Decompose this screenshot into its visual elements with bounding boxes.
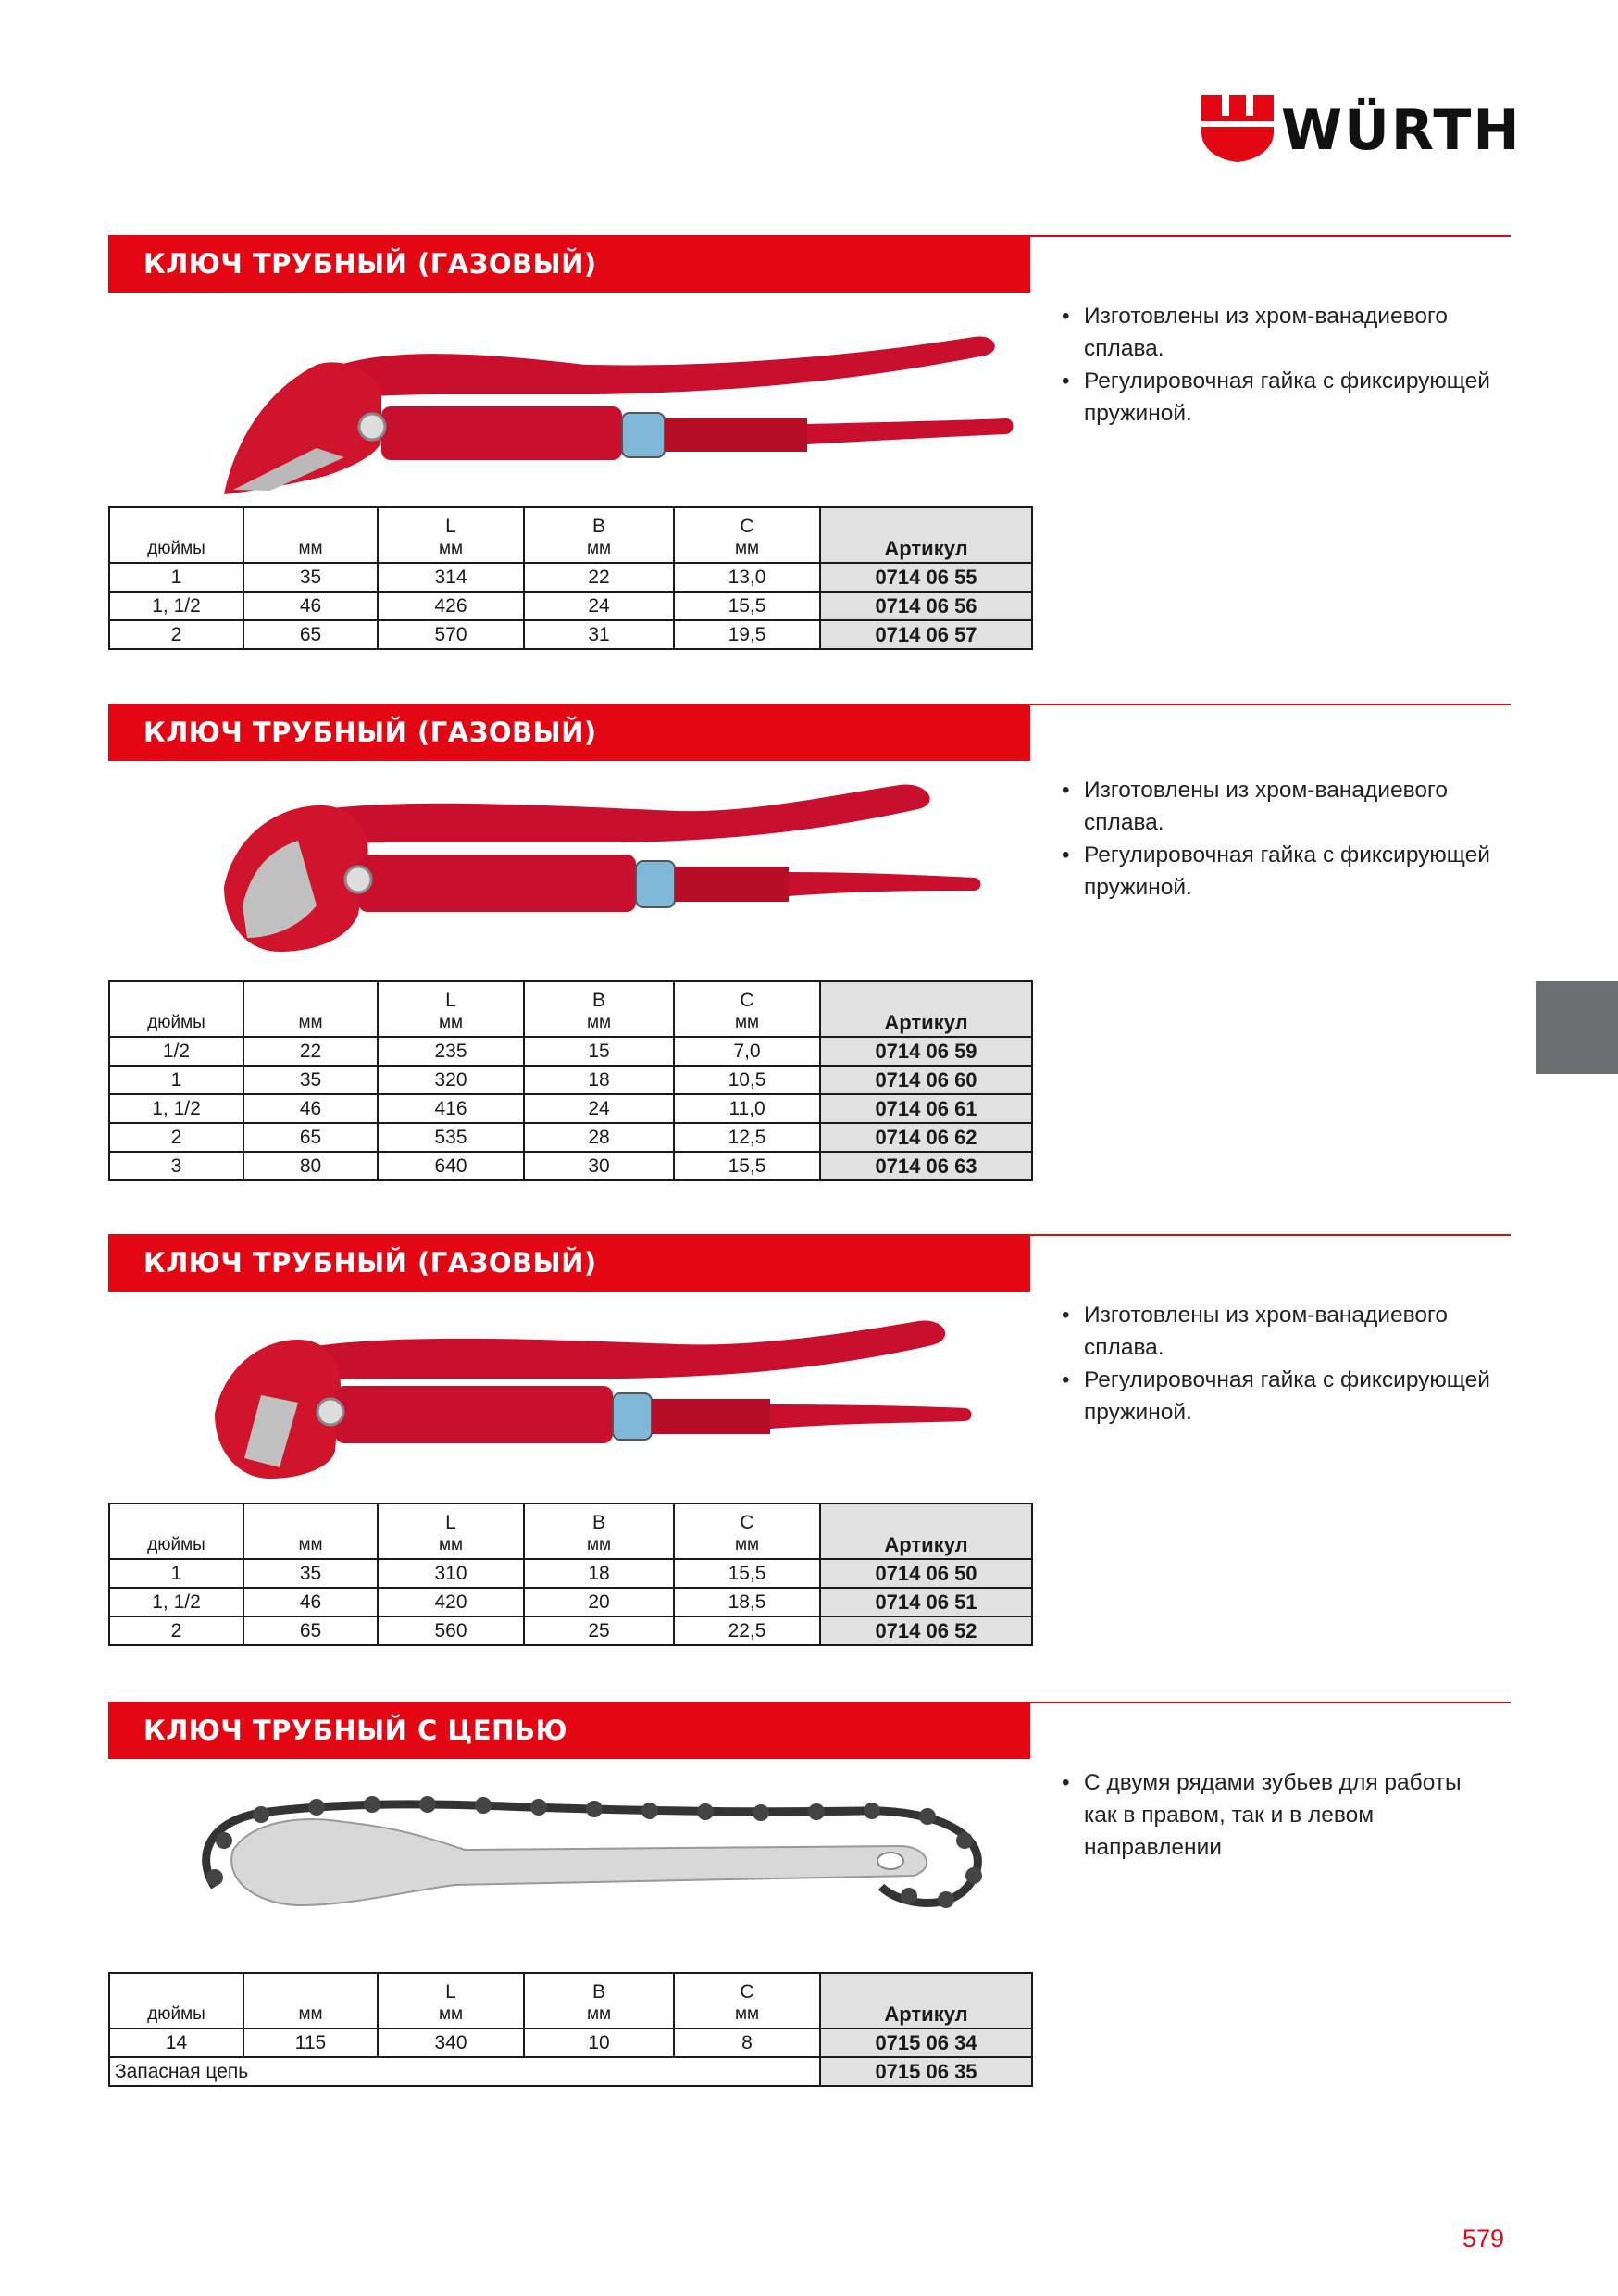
table-header-row: дюймы мм L мм B мм C мм Артикул — [109, 507, 1032, 563]
article-number: 0714 06 50 — [820, 1559, 1032, 1588]
article-number: 0714 06 51 — [820, 1588, 1032, 1616]
product-section-3 — [108, 1234, 1511, 1651]
table-row: 3 80 640 30 15,5 0714 06 63 — [109, 1152, 1032, 1180]
product-section-1 — [108, 235, 1511, 652]
spec-table — [108, 506, 1033, 650]
section-header — [108, 704, 1511, 763]
table-header-row: дюймы мм L мм B мм C мм Артикул — [109, 981, 1032, 1037]
wurth-logo-icon — [1201, 95, 1274, 162]
article-number: 0714 06 62 — [820, 1123, 1032, 1152]
section-title: КЛЮЧ ТРУБНЫЙ (ГАЗОВЫЙ) — [143, 1247, 597, 1279]
article-number: 0714 06 63 — [820, 1152, 1032, 1180]
table-header-row: дюймы мм L мм B мм C мм Артикул — [109, 1973, 1032, 2028]
feature-list — [1062, 1299, 1497, 1429]
brand-name: WÜRTH — [1281, 98, 1522, 163]
spec-table — [108, 980, 1033, 1181]
table-header-row: дюймы мм L мм B мм C мм Артикул — [109, 1504, 1032, 1559]
table-row: 14 115 340 10 8 0715 06 34 — [109, 2028, 1032, 2057]
table-row: 1, 1/2 46 416 24 11,0 0714 06 61 — [109, 1094, 1032, 1123]
feature-item: • Изготовлены из хром-ванадиевого сплава. — [1062, 1299, 1497, 1364]
wurth-logo — [1201, 95, 1522, 169]
table-row — [109, 2057, 1032, 2086]
section-header — [108, 1702, 1511, 1761]
article-number: 0714 06 61 — [820, 1094, 1032, 1123]
feature-item: • Изготовлены из хром-ванадиевого сплава. — [1062, 774, 1497, 839]
feature-list — [1062, 1766, 1497, 1864]
section-header — [108, 1234, 1511, 1293]
col-C-label: C — [740, 516, 754, 537]
product-section-2 — [108, 704, 1511, 1185]
feature-list — [1062, 774, 1497, 904]
section-title: КЛЮЧ ТРУБНЫЙ (ГАЗОВЫЙ) — [143, 248, 597, 280]
table-row: 1 35 310 18 15,5 0714 06 50 — [109, 1559, 1032, 1588]
article-number: 0714 06 55 — [820, 563, 1032, 592]
table-row: 1 35 314 22 13,0 0714 06 55 — [109, 563, 1032, 592]
page-number: 579 — [1462, 2225, 1505, 2252]
feature-item: • С двумя рядами зубьев для работы как в правом, так и в левом направлении — [1062, 1766, 1497, 1864]
feature-item: • Регулировочная гайка с фиксирующей пружиной. — [1062, 839, 1497, 904]
col-inch-label: дюймы — [147, 539, 205, 558]
chapter-tab — [1536, 981, 1618, 1074]
article-number: 0714 06 52 — [820, 1616, 1032, 1645]
table-row: 2 65 570 31 19,5 0714 06 57 — [109, 620, 1032, 649]
section-title: КЛЮЧ ТРУБНЫЙ (ГАЗОВЫЙ) — [143, 717, 597, 748]
section-title: КЛЮЧ ТРУБНЫЙ С ЦЕПЬЮ — [143, 1715, 568, 1746]
article-number: 0714 06 56 — [820, 592, 1032, 620]
col-L-label: L — [445, 516, 456, 537]
table-row: 1, 1/2 46 420 20 18,5 0714 06 51 — [109, 1588, 1032, 1616]
article-number: 0715 06 35 — [820, 2057, 1032, 2086]
article-number: 0714 06 60 — [820, 1066, 1032, 1094]
feature-item: • Регулировочная гайка с фиксирующей пружиной. — [1062, 365, 1497, 430]
table-row: 2 65 535 28 12,5 0714 06 62 — [109, 1123, 1032, 1152]
article-number: 0714 06 57 — [820, 620, 1032, 649]
col-article-label: Артикул — [820, 507, 1032, 563]
chain-pipe-wrench-icon — [159, 1776, 1029, 1942]
table-row: 1/2 22 235 15 7,0 0714 06 59 — [109, 1037, 1032, 1066]
table-row: 2 65 560 25 22,5 0714 06 52 — [109, 1616, 1032, 1645]
article-number: 0715 06 34 — [820, 2028, 1032, 2057]
pipe-wrench-45-icon — [159, 309, 1029, 494]
table-row: 1 35 320 18 10,5 0714 06 60 — [109, 1066, 1032, 1094]
feature-item: • Регулировочная гайка с фиксирующей пружиной. — [1062, 1364, 1497, 1429]
col-B-label: B — [591, 516, 605, 537]
feature-item: • Изготовлены из хром-ванадиевого сплава. — [1062, 300, 1497, 365]
product-section-4 — [108, 1702, 1511, 2090]
pipe-wrench-90-icon — [159, 1303, 1029, 1479]
article-number: 0714 06 59 — [820, 1037, 1032, 1066]
spec-table — [108, 1972, 1033, 2087]
table-row: 1, 1/2 46 426 24 15,5 0714 06 56 — [109, 592, 1032, 620]
spec-table — [108, 1503, 1033, 1646]
feature-list — [1062, 300, 1497, 430]
section-header — [108, 235, 1511, 294]
pipe-wrench-s-jaw-icon — [159, 776, 1029, 961]
spare-chain-label: Запасная цепь — [109, 2057, 820, 2086]
col-mm-label: мм — [298, 539, 323, 558]
